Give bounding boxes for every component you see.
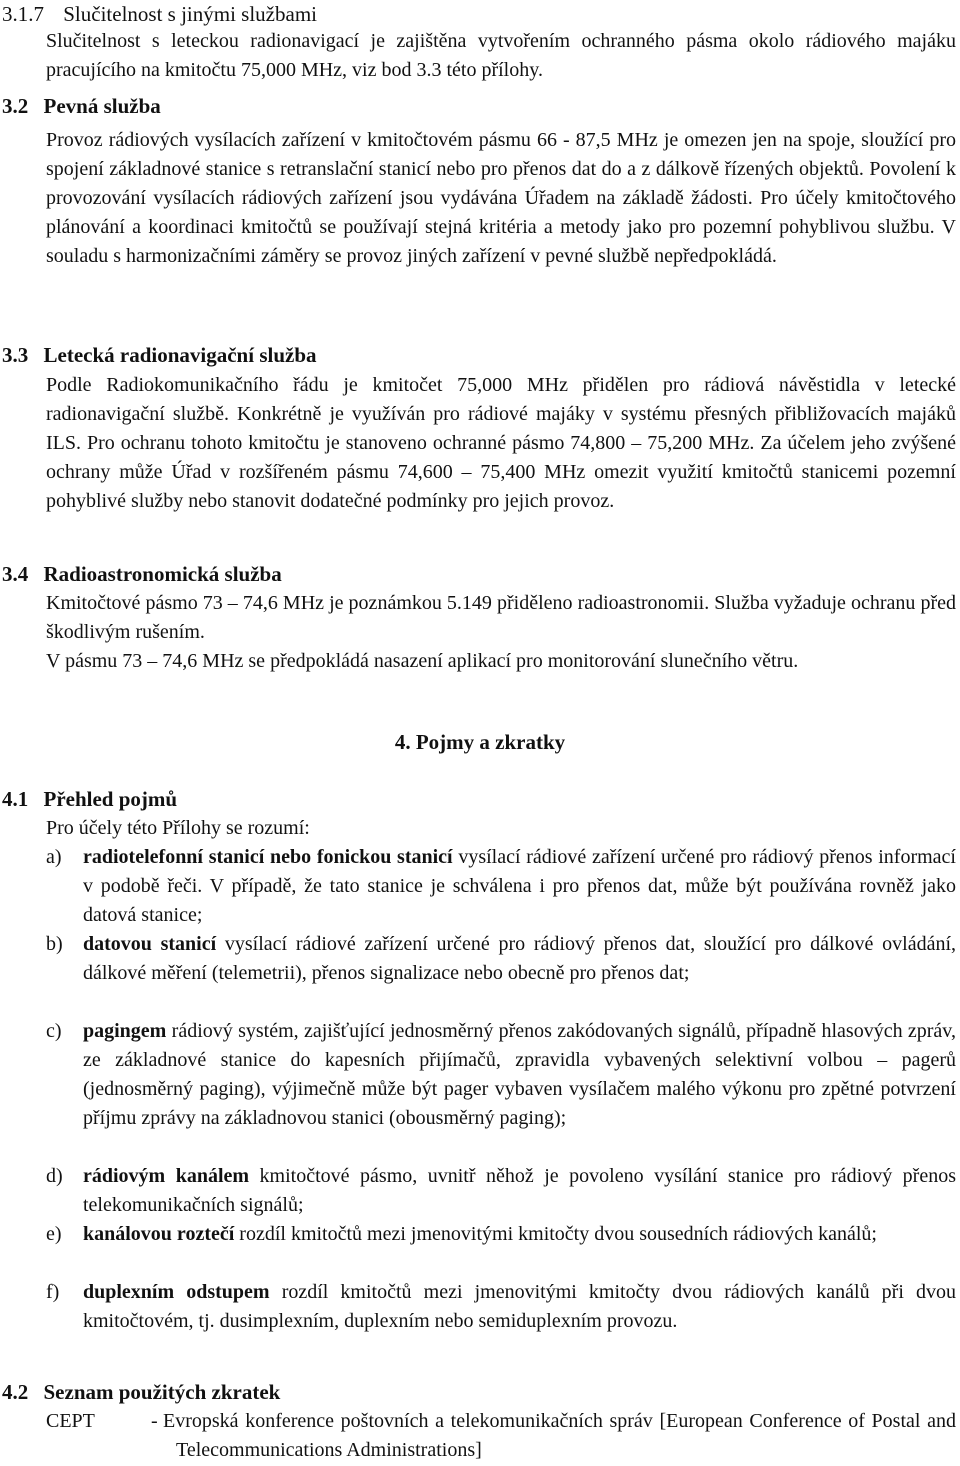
- section-3-1-7-heading: [2, 0, 317, 29]
- list-marker: c): [46, 1020, 62, 1042]
- definition-text: [83, 1278, 956, 1336]
- section-title: Pevná služba: [43, 94, 161, 118]
- definition-item-d: [46, 1162, 956, 1220]
- definition-text: [83, 1220, 956, 1249]
- definition-body: kmitočtové pásmo, uvnitř něhož je povoleno vysílání stanice pro rádiový přenos telekomunikačních signálů;: [83, 1165, 956, 1216]
- list-marker: e): [46, 1223, 62, 1245]
- list-marker: a): [46, 846, 62, 868]
- list-marker: d): [46, 1165, 63, 1187]
- definition-item-b: [46, 930, 956, 988]
- definition-text: [83, 1017, 956, 1133]
- section-number: 4.2: [2, 1380, 29, 1404]
- section-title: Radioastronomická služba: [43, 562, 282, 586]
- section-3-3-text: Podle Radiokomunikačního řádu je kmitočet 75,000 MHz přidělen pro rádiová návěstidla v letecké radionavigační službě. Konkrétně je využíván pro rádiové majáky v systému přesných přibližovacích majáků ILS. Pro ochranu tohoto kmitočtu je stanoveno ochranné pásmo 74,800 – 75,200 MHz. Za účelem jeho zvýšené ochrany může Úřad v rozšířeném pásmu 74,600 – 75,400 MHz omezit využití kmitočtů stanicemi pozemní pohyblivé služby nebo stanovit dodatečné podmínky pro jejich provoz.: [46, 374, 956, 512]
- definition-item-c: [46, 1017, 956, 1133]
- section-4-1-heading: [2, 785, 177, 814]
- section-number: 4.1: [2, 787, 29, 811]
- definition-text: [83, 843, 956, 930]
- section-title: Přehled pojmů: [43, 787, 178, 811]
- section-title: Letecká radionavigační služba: [43, 343, 317, 367]
- definition-body: rozdíl kmitočtů mezi jmenovitými kmitočty dvou sousedních rádiových kanálů;: [234, 1223, 877, 1245]
- section-number: 3.3: [2, 343, 29, 367]
- definition-term: datovou stanicí: [83, 933, 217, 955]
- section-title: Slučitelnost s jinými službami: [63, 2, 317, 26]
- definition-body: vysílací rádiové zařízení určené pro rádiový přenos informací v podobě řeči. V případě, že tato stanice je schválena i pro přenos dat, může být používána rovněž jako datová stanice;: [83, 846, 956, 926]
- section-3-3-heading: [2, 341, 317, 370]
- section-3-4-text-1: Kmitočtové pásmo 73 – 74,6 MHz je poznámkou 5.149 přiděleno radioastronomii. Služba vyžaduje ochranu před škodlivým rušením.: [46, 592, 956, 643]
- abbreviation-row: [46, 1407, 956, 1465]
- definition-body: vysílací rádiové zařízení určené pro rádiový přenos dat, sloužící pro dálkové ovládání, dálkové měření (telemetrii), přenos signalizace nebo obecně pro přenos dat;: [83, 933, 956, 984]
- definition-text: [83, 930, 956, 988]
- section-3-1-7-text: Slučitelnost s leteckou radionavigací je zajištěna vytvořením ochranného pásma okolo rádiového majáku pracujícího na kmitočtu 75,000 MHz, viz bod 3.3 této přílohy.: [46, 30, 956, 81]
- abbreviation-text: Evropská konference poštovních a telekomunikačních správ [European Conference of Postal and Telecommunications Administrations]: [163, 1410, 956, 1461]
- definition-term: pagingem: [83, 1020, 167, 1042]
- definition-body: rádiový systém, zajišťující jednosměrný přenos zakódovaných signálů, případně hlasových zpráv, ze základnové stanice do kapesních přijímačů, zpravidla vybavených selektivní volbou – pagerů (jednosměrný paging), výjimečně může být pager vybaven vysílačem malého výkonu pro zpětné potvrzení příjmu zprávy na základnovou stanici (obousměrný paging);: [83, 1020, 956, 1129]
- section-4-1-intro: Pro účely této Přílohy se rozumí:: [46, 817, 310, 839]
- definition-item-e: [46, 1220, 956, 1249]
- section-3-4-heading: [2, 560, 282, 589]
- section-number: 3.2: [2, 94, 29, 118]
- definition-item-a: [46, 843, 956, 930]
- list-marker: b): [46, 933, 63, 955]
- section-number: 3.4: [2, 562, 29, 586]
- definition-term: duplexním odstupem: [83, 1281, 270, 1303]
- section-3-2-text: Provoz rádiových vysílacích zařízení v kmitočtovém pásmu 66 - 87,5 MHz je omezen jen na spoje, sloužící pro spojení základnové stanice s retranslační stanicí nebo pro přenos dat do a z dálkově řízených objektů. Povolení k provozování vysílacích rádiových zařízení jsou vydávána Úřadem na základě žádosti. Pro účely kmitočtového plánování a koordinaci kmitočtů se používají stejná kritéria a metody jako pro pozemní pohyblivou službu. V souladu s harmonizačními záměry se provoz jiných zařízení v pevné službě nepředpokládá.: [46, 129, 956, 267]
- list-marker: f): [46, 1281, 60, 1303]
- definition-term: rádiovým kanálem: [83, 1165, 250, 1187]
- definition-text: [83, 1162, 956, 1220]
- section-title: Seznam použitých zkratek: [43, 1380, 281, 1404]
- definition-body: rozdíl kmitočtů mezi jmenovitými kmitočty dvou rádiových kanálů při dvou kmitočtovém, tj. dusimplexním, duplexním nebo semiduplexním provozu.: [83, 1281, 956, 1332]
- chapter-4-title: 4. Pojmy a zkratky: [394, 730, 566, 754]
- definition-term: radiotelefonní stanicí nebo fonickou stanicí: [83, 846, 453, 868]
- section-3-2-heading: [2, 92, 161, 121]
- section-4-2-heading: [2, 1378, 280, 1407]
- abbreviation-dash: -: [151, 1410, 158, 1432]
- section-number: 3.1.7: [2, 2, 44, 26]
- definition-term: kanálovou roztečí: [83, 1223, 235, 1245]
- abbreviation-key: CEPT: [46, 1410, 95, 1432]
- definition-item-f: [46, 1278, 956, 1336]
- section-3-4-text-2: V pásmu 73 – 74,6 MHz se předpokládá nasazení aplikací pro monitorování slunečního větru.: [46, 650, 799, 672]
